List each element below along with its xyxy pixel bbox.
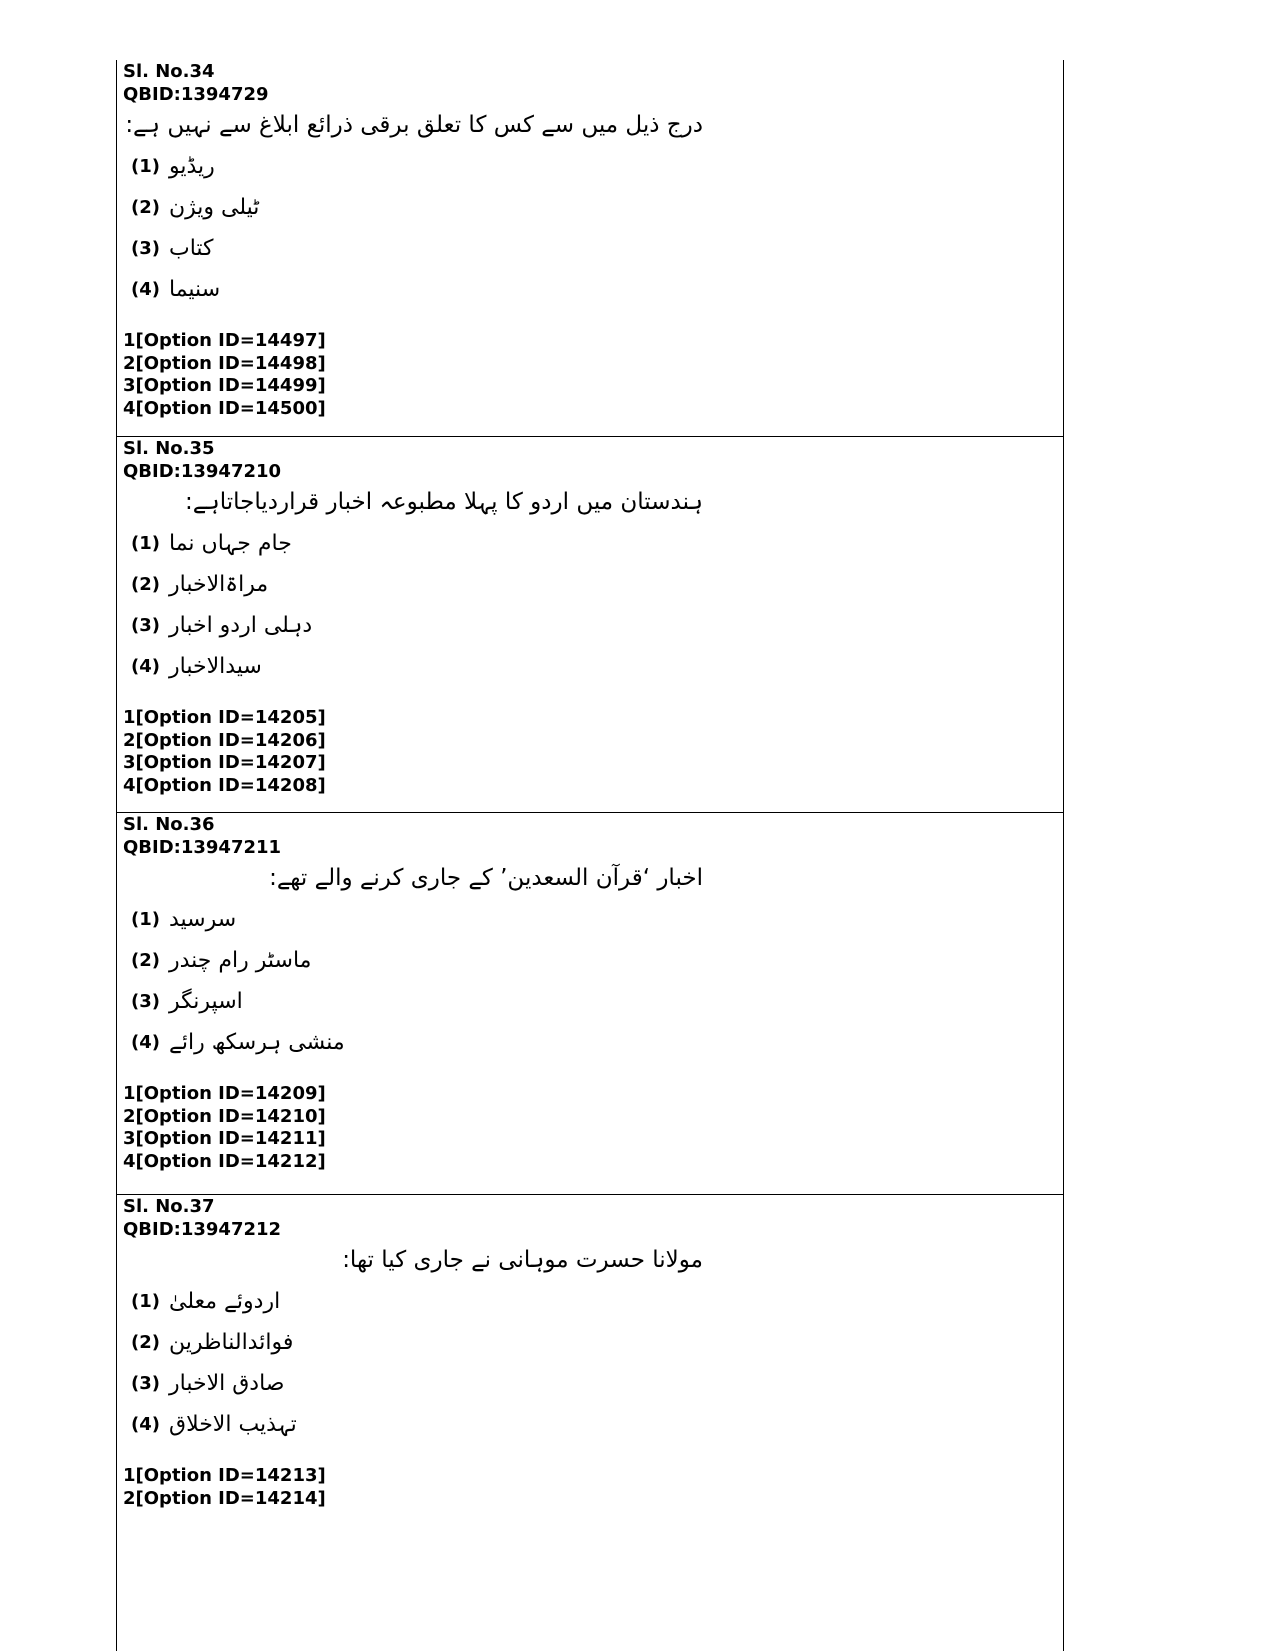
question-paper-page — [116, 60, 1064, 1651]
option-row — [123, 899, 1063, 940]
option-text: جام جہاں نما — [169, 531, 292, 556]
option-row — [123, 523, 1063, 564]
option-row — [123, 1322, 1063, 1363]
option-row — [123, 940, 1063, 981]
option-text: ماسٹر رام چندر — [169, 948, 312, 973]
option-text: ٹیلی ویژن — [169, 195, 260, 220]
option-id: 2[Option ID=14210] — [123, 1105, 326, 1127]
option-id: 1[Option ID=14497] — [123, 330, 326, 351]
question-stem: ہندستان میں اردو کا پہلا مطبوعہ اخبار قراردیاجاتاہے: — [185, 489, 703, 515]
option-text: صادق الاخبار — [169, 1371, 285, 1396]
option-number: (4) — [131, 656, 160, 677]
option-id: 3[Option ID=14499] — [123, 375, 326, 396]
option-text: مراۃالاخبار — [169, 572, 269, 597]
option-text: اردوئے معلیٰ — [169, 1289, 281, 1314]
option-number: (1) — [131, 533, 160, 554]
option-number: (2) — [131, 950, 160, 971]
option-row — [123, 1022, 1063, 1063]
option-id: 2[Option ID=14214] — [123, 1487, 326, 1509]
option-id: 1[Option ID=14205] — [123, 707, 326, 728]
option-id: 3[Option ID=14207] — [123, 752, 326, 773]
option-row — [123, 646, 1063, 687]
question-block — [117, 1194, 1063, 1510]
question-stem: مولانا حسرت موہانی نے جاری کیا تھا: — [342, 1247, 703, 1273]
option-text: ریڈیو — [169, 154, 215, 179]
option-number: (4) — [131, 279, 160, 300]
option-text: منشی ہرسکھ رائے — [169, 1030, 345, 1055]
option-row — [123, 1281, 1063, 1322]
option-text: سنیما — [169, 277, 221, 302]
option-row — [123, 1404, 1063, 1445]
option-number: (3) — [131, 1373, 160, 1394]
option-id-list — [123, 330, 1063, 420]
option-row — [123, 269, 1063, 310]
option-number: (3) — [131, 991, 160, 1012]
serial-number: Sl. No.37 — [123, 1196, 215, 1217]
option-text: سرسید — [169, 907, 237, 932]
option-number: (1) — [131, 909, 160, 930]
serial-number: Sl. No.36 — [123, 814, 215, 835]
option-id: 1[Option ID=14213] — [123, 1465, 326, 1486]
option-id: 4[Option ID=14212] — [123, 1150, 326, 1172]
option-number: (4) — [131, 1414, 160, 1435]
option-id: 2[Option ID=14206] — [123, 729, 326, 751]
option-row — [123, 981, 1063, 1022]
option-number: (3) — [131, 615, 160, 636]
question-block — [117, 60, 1063, 420]
option-id: 4[Option ID=14208] — [123, 774, 326, 796]
option-text: سیدالاخبار — [169, 654, 262, 679]
question-block — [117, 436, 1063, 797]
option-number: (2) — [131, 1332, 160, 1353]
question-stem: اخبار ‘قرآن السعدین’ کے جاری کرنے والے تھے: — [269, 865, 703, 891]
option-id: 1[Option ID=14209] — [123, 1083, 326, 1104]
option-number: (1) — [131, 1291, 160, 1312]
option-number: (1) — [131, 156, 160, 177]
option-id: 2[Option ID=14498] — [123, 352, 326, 374]
qbid: QBID:1394729 — [123, 84, 269, 105]
option-text: کتاب — [169, 236, 214, 261]
option-number: (3) — [131, 238, 160, 259]
option-number: (2) — [131, 574, 160, 595]
option-number: (2) — [131, 197, 160, 218]
option-id-list — [123, 707, 1063, 797]
qbid: QBID:13947211 — [123, 837, 282, 858]
option-row — [123, 605, 1063, 646]
serial-number: Sl. No.34 — [123, 61, 215, 82]
option-id-list — [123, 1083, 1063, 1173]
option-text: اسپرنگر — [169, 989, 243, 1014]
option-row — [123, 187, 1063, 228]
qbid: QBID:13947210 — [123, 461, 282, 482]
option-text: دہلی اردو اخبار — [169, 613, 313, 638]
option-row — [123, 564, 1063, 605]
option-id: 3[Option ID=14211] — [123, 1128, 326, 1149]
option-id-list — [123, 1465, 1063, 1510]
option-text: تہذیب الاخلاق — [169, 1412, 297, 1437]
option-row — [123, 228, 1063, 269]
qbid: QBID:13947212 — [123, 1219, 282, 1240]
option-text: فوائدالناظرین — [169, 1330, 294, 1355]
option-row — [123, 146, 1063, 187]
option-row — [123, 1363, 1063, 1404]
question-stem: درج ذیل میں سے کس کا تعلق برقی ذرائع ابلاغ سے نہیں ہے: — [125, 112, 703, 138]
question-block — [117, 812, 1063, 1173]
option-id: 4[Option ID=14500] — [123, 397, 326, 419]
option-number: (4) — [131, 1032, 160, 1053]
serial-number: Sl. No.35 — [123, 438, 215, 459]
